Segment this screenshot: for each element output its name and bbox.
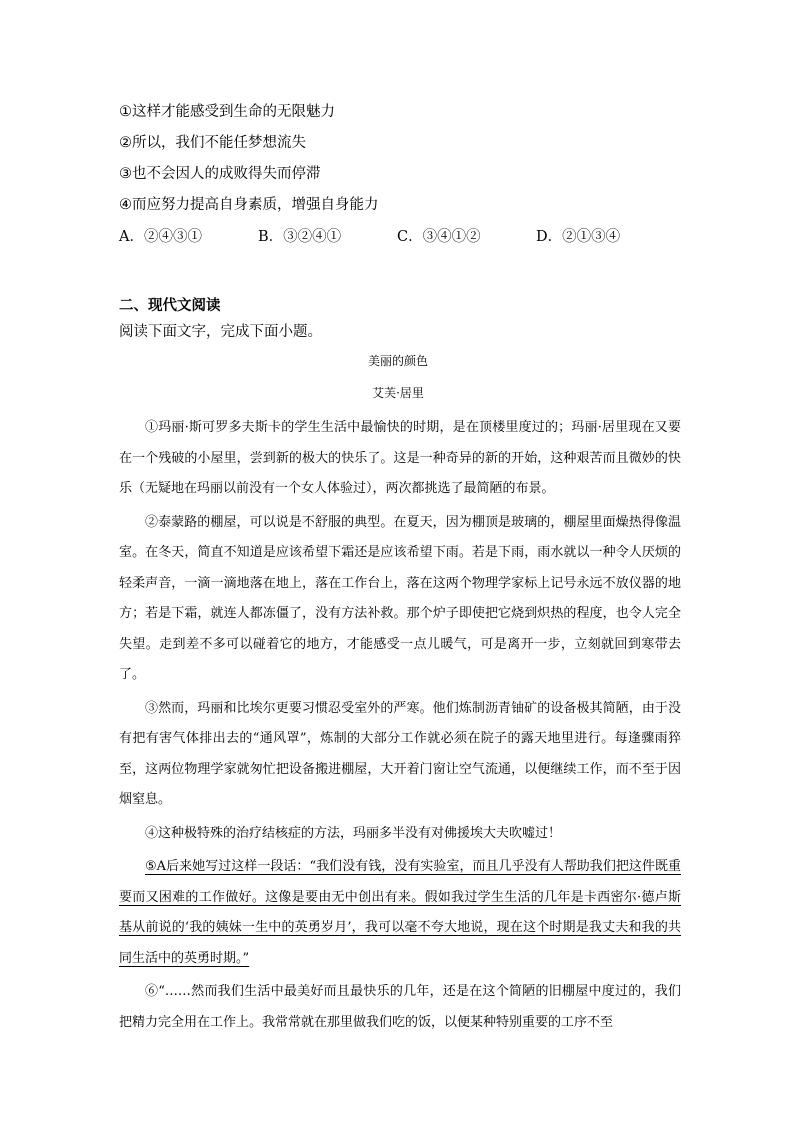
paragraph-3: ③然而，玛丽和比埃尔更要习惯忍受室外的严寒。他们炼制沥青铀矿的设备极其简陋，由于没有把有害气体排出去的“通风罩”，炼制的大部分工作就必须在院子的露天地里进行。每逢骤雨猝至，这两位物理学家就匆忙把设备搬进棚屋，大开着门窗让空气流通，以便继续工作，而不至于因烟窒息。 — [119, 700, 681, 807]
article-author: 艾芙·居里 — [372, 386, 424, 400]
section-title: 二、现代文阅读 — [119, 298, 221, 314]
article-body — [119, 413, 681, 1041]
option-2: ②所以，我们不能任梦想流失 — [119, 135, 306, 151]
paragraph-2: ②泰蒙路的棚屋，可以说是不舒服的典型。在夏天，因为棚顶是玻璃的，棚屋里面燥热得像温室。在冬天，简直不知道是应该希望下霜还是应该希望下雨。若是下雨，雨水就以一种令人厌烦的轻柔声音，一滴一滴地落在地上，落在工作台上，落在这两个物理学家标上记号永远不放仪器的地方；若是下霜，就连人都冻僵了，没有方法补救。那个炉子即使把它烧到炽热的程度，也令人完全失望。走到差不多可以碰着它的地方，才能感受一点儿暖气，可是离开一步，立刻就回到寒带去了。 — [119, 514, 681, 682]
paragraph-4: ④这种极特殊的治疗结核症的方法，玛丽多半没有对佛援埃大夫吹嘘过！ — [145, 825, 562, 841]
paragraph-1: ①玛丽·斯可罗多夫斯卡的学生生活中最愉快的时期，是在顶楼里度过的；玛丽·居里现在又要在一个残破的小屋里，尝到新的极大的快乐了。这是一种奇异的新的开始，这种艰苦而且微妙的快乐（无疑地在玛丽以前没有一个女人体验过），两次都挑选了最简陋的布景。 — [119, 420, 681, 496]
choice-a: A．②④③① — [119, 229, 202, 245]
option-3: ③也不会因人的成败得失而停滞 — [119, 166, 321, 182]
article-title: 美丽的颜色 — [367, 354, 428, 368]
choice-c: C．③④①② — [397, 229, 481, 245]
section-instruction: 阅读下面文字，完成下面小题。 — [119, 324, 322, 340]
choice-b: B．③②④① — [258, 229, 342, 245]
paragraph-5-underlined: ⑤A后来她写过这样一段话：“我们没有钱，没有实验室，而且几乎没有人帮助我们把这件既重要而又困难的工作做好。这像是要由无中创出有来。假如我过学生生活的几年是卡西密尔·德卢斯基从前说的‘我的姨妹一生中的英勇岁月’，我可以毫不夸大地说，现在这个时期是我丈夫和我的共同生活中的英勇时期。” — [119, 859, 681, 966]
paragraph-6: ⑥“……然而我们生活中最美好而且最快乐的几年，还是在这个简陋的旧棚屋中度过的，我们把精力完全用在工作上。我常常就在那里做我们吃的饭，以便某种特别重要的工序不至 — [119, 984, 681, 1030]
choice-d: D．②①③④ — [536, 229, 621, 245]
option-1: ①这样才能感受到生命的无限魅力 — [119, 104, 335, 120]
option-4: ④而应努力提高自身素质，增强自身能力 — [119, 197, 379, 213]
